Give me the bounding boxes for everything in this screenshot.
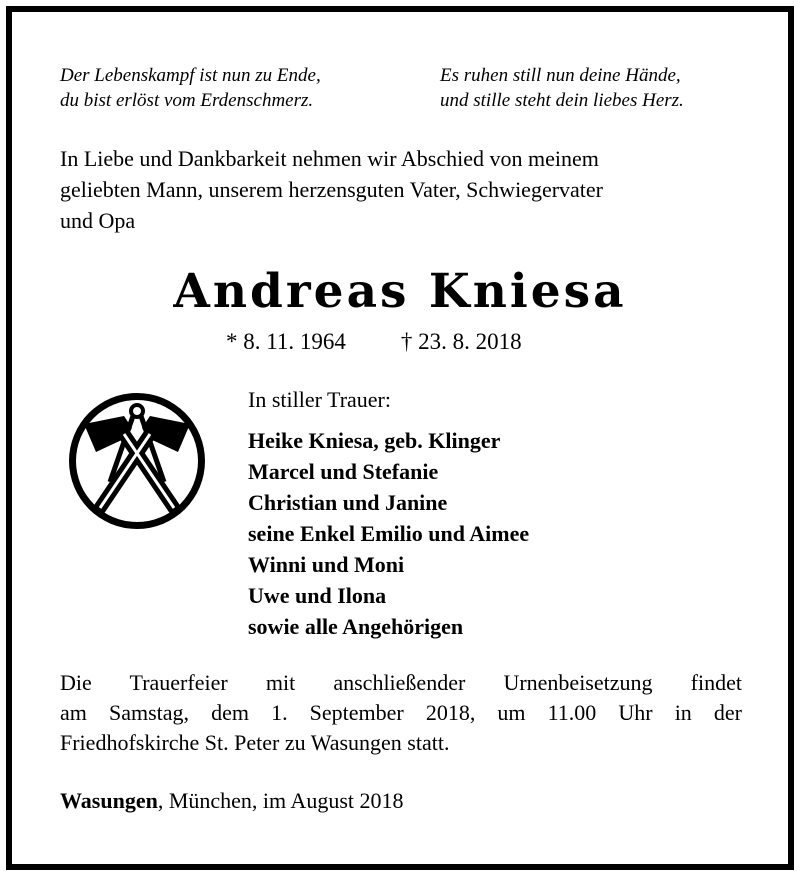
- verse-line: Der Lebenskampf ist nun zu Ende,: [60, 65, 321, 86]
- mourner-name: Christian und Janine: [248, 490, 448, 515]
- birth-date: * 8. 11. 1964: [226, 329, 346, 354]
- verse-right: [440, 63, 684, 113]
- mourner-name: Uwe und Ilona: [248, 583, 387, 608]
- verse-left: [60, 63, 321, 113]
- life-dates: [226, 327, 522, 357]
- death-date: † 23. 8. 2018: [400, 329, 522, 354]
- mourner-name: sowie alle Angehörigen: [248, 614, 464, 639]
- intro-line: In Liebe und Dankbarkeit nehmen wir Abschied von meinem: [60, 146, 599, 171]
- service-line: am Samstag, dem 1. September 2018, um 11.00 Uhr in der: [60, 700, 742, 725]
- service-line: Die Trauerfeier mit anschließender Urnenbeisetzung findet: [60, 670, 742, 695]
- intro-line: geliebten Mann, unserem herzensguten Vater, Schwiegervater: [60, 177, 604, 202]
- service-info: [60, 668, 742, 758]
- place-rest: , München, im August 2018: [157, 788, 404, 813]
- service-line: Friedhofskirche St. Peter zu Wasungen statt.: [60, 730, 450, 755]
- intro-line: und Opa: [60, 208, 136, 233]
- mourner-name: Marcel und Stefanie: [248, 459, 439, 484]
- intro-text: [60, 143, 750, 236]
- roofer-guild-emblem-icon: [66, 390, 208, 532]
- verse-line: du bist erlöst vom Erdenschmerz.: [60, 90, 314, 111]
- mourner-name: Heike Kniesa, geb. Klinger: [248, 428, 501, 453]
- mourner-name: seine Enkel Emilio und Aimee: [248, 521, 530, 546]
- place-date: [60, 786, 404, 816]
- place-town: Wasungen: [60, 788, 158, 813]
- mourning-label: In stiller Trauer:: [248, 387, 391, 412]
- mourners-list: [248, 425, 529, 642]
- deceased-name: Andreas Kniesa: [173, 264, 627, 319]
- verse-line: Es ruhen still nun deine Hände,: [440, 65, 681, 86]
- verse-line: und stille steht dein liebes Herz.: [440, 90, 684, 111]
- mourner-name: Winni und Moni: [248, 552, 405, 577]
